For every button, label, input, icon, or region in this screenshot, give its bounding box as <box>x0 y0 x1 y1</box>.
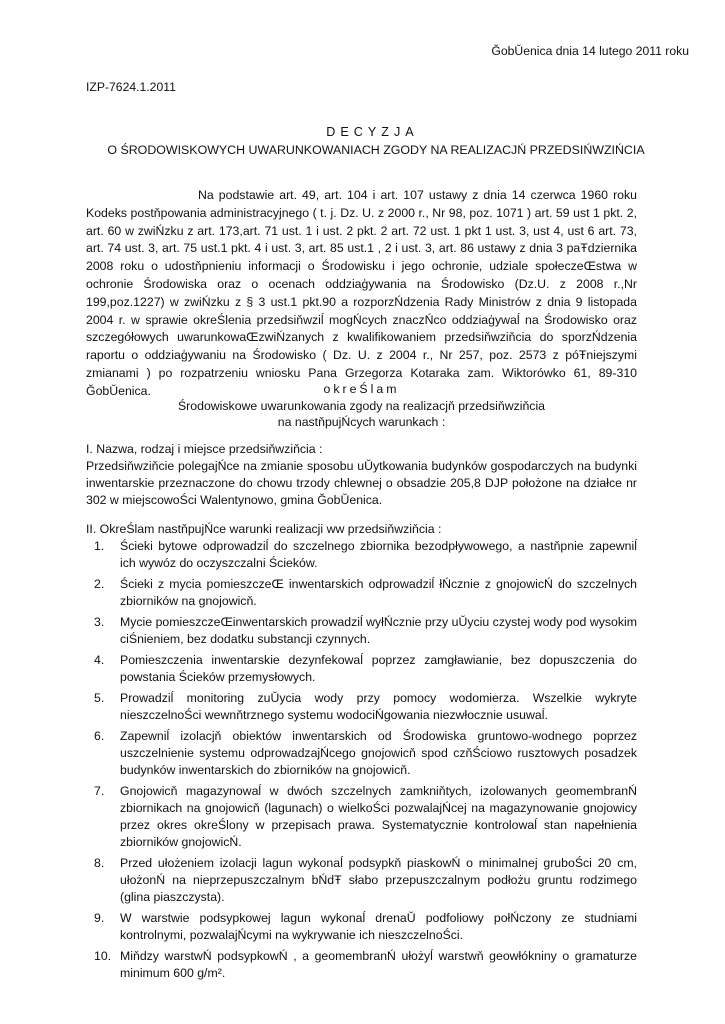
section-conditions <box>86 521 637 986</box>
condition-item <box>86 690 637 724</box>
decision-title: DECYZJA <box>326 125 419 139</box>
condition-text: Gnojowicň magazynowaĺ w dwóch szczelnych zamkniňtych, izolowanych geomembranŃ zbiornikach na gnojowicň (lagunach) o wielkoŚci pozwalajŃcej na magazynowanie gnojowicy przez okres okreŚlony w przepisach prawa. Systematycznie kontrolowaĺ stan napełnienia zbiorników gnojowicŃ. <box>120 784 637 849</box>
condition-number: 9. <box>94 911 105 925</box>
condition-number: 4. <box>94 653 105 667</box>
section-name-type-location <box>86 441 637 509</box>
legal-basis-paragraph <box>86 187 637 401</box>
condition-text: Mycie pomieszczeŒinwentarskich prowadziĺ wyłŃcznie przy uŬyciu czystej wody pod wysokim ciŚnieniem, bez dodatku substancji czynnych. <box>120 615 637 646</box>
condition-item <box>86 948 637 982</box>
reference-number: IZP-7624.1.2011 <box>86 80 176 94</box>
condition-item <box>86 783 637 851</box>
document-date: ĞobŬenica dnia 14 lutego 2011 roku <box>491 44 689 58</box>
condition-item <box>86 652 637 686</box>
condition-text: Zapewniĺ izolacjň obiektów inwentarskich od Środowiska gruntowo-wodnego poprzez uszczelnienie systemu odprowadzajŃcego gnojowicň spod czňŚciowo rusztowych posadzek budynków inwentarskich do zbiorników na gnojowicň. <box>120 729 637 777</box>
decision-subject: O ŚRODOWISKOWYCH UWARUNKOWANIACH ZGODY NA REALIZACJŃ PRZEDSIŃWZIŃCIA <box>107 143 645 157</box>
condition-text: Prowadziĺ monitoring zuŬycia wody przy pomocy wodomierza. Wszelkie wykryte nieszczelnoŚci wewnňtrznego systemu wodociŃgowania niezwłocznie usuwaĺ. <box>120 691 637 722</box>
condition-number: 1. <box>94 539 105 553</box>
condition-text: Miňdzy warstwŃ podsypkowŃ , a geomembranŃ ułożyĺ warstwň geowłókniny o gramaturze minimum 600 g/m². <box>120 949 637 980</box>
ruling-line-1: Środowiskowe uwarunkowania zgody na realizacjň przedsiňwziňcia <box>177 398 546 413</box>
condition-number: 10. <box>94 949 112 963</box>
condition-item <box>86 855 637 906</box>
condition-item <box>86 614 637 648</box>
condition-item <box>86 910 637 944</box>
ruling-word: okreŚlam <box>323 382 400 396</box>
condition-item <box>86 538 637 572</box>
section2-heading: II. OkreŚlam nastňpujŃce warunki realizacji ww przedsiňwziňcia : <box>86 522 442 536</box>
condition-item <box>86 576 637 610</box>
section1-body: Przedsiňwziňcie polegajŃce na zmianie sposobu uŬytkowania budynków gospodarczych na budynki inwentarskie przeznaczone do chowu trzody chlewnej o obsadzie 205,8 DJP położone na działce nr 302 w miejscowoŚci Walentynowo, gmina ĞobŬenica. <box>86 459 637 507</box>
legal-basis-text: Na podstawie art. 49, art. 104 i art. 107 ustawy z dnia 14 czerwca 1960 roku Kodeks postňpowania administracyjnego ( t. j. Dz. U. z 2000 r., Nr 98, poz. 1071 ) art. 59 ust 1 pkt. 2, art. 60 w zwiŃzku z art. 173,art. 71 ust. 1 i ust. 2 pkt. 2 art. 72 ust. 1 pkt 1 ust. 3, ust 4, ust 6 art. 73, art. 74 ust. 3, art. 75 ust.1 pkt. 4 i ust. 3, art. 85 ust.1 , 2 i ust. 3, art. 86 ustawy z dnia 3 paŦdziernika 2008 roku o udostňpnieniu informacji o Środowisku i jego ochronie, udziale społeczeŒstwa w ochronie Środowiska oraz o ocenach oddziaģywania na Środowisko (Dz.U. z 2008 r.,Nr 199,poz.1227) w zwiŃzku z § 3 ust.1 pkt.90 a rozporzŃdzenia Rady Ministrów z dnia 9 listopada 2004 r. w sprawie okreŚlenia przedsiňwziĺ mogŃcych znaczŃco oddziaģywaĺ na Środowisko oraz szczegółowych uwarunkowaŒzwiŃzanych z kwalifikowaniem przedsiňwziňcia do sporzŃdzenia raportu o oddziaģywaniu na Środowisko ( Dz. U. z 2004 r., Nr 257, poz. 2573 z póŦniejszymi zmianami ) po rozpatrzeniu wniosku Pana Grzegorza Kotaraka zam. Wiktorówko 61, 89-310 ĞobŬenica. <box>86 188 637 398</box>
section1-heading: I. Nazwa, rodzaj i miejsce przedsiňwziňcia : <box>86 442 323 456</box>
condition-number: 6. <box>94 729 105 743</box>
condition-number: 7. <box>94 784 105 798</box>
ruling-line-2: na nastňpujŃcych warunkach : <box>277 415 446 429</box>
condition-text: Ścieki z mycia pomieszczeŒ inwentarskich odprowadziĺ łŃcznie z gnojowicŃ do szczelnych zbiorników na gnojowicň. <box>120 577 637 608</box>
condition-text: Przed ułożeniem izolacji lagun wykonaĺ podsypkň piaskowŃ o minimalnej gruboŚci 20 cm, ułożonŃ na nieprzepuszczalnym bŃdŦ słabo przepuszczalnym podłożu gruntu rodzimego (glina piaszczysta). <box>120 856 637 904</box>
conditions-list <box>86 538 637 982</box>
condition-text: W warstwie podsypkowej lagun wykonaĺ drenaŬ podfoliowy połŃczony ze studniami kontrolnymi, pozwalajŃcymi na wykrywanie ich nieszczelnoŚci. <box>120 911 637 942</box>
condition-text: Ścieki bytowe odprowadziĺ do szczelnego zbiornika bezodpływowego, a nastňpnie zapewniĺ ich wywóz do oczyszczalni Ścieków. <box>120 539 637 570</box>
condition-item <box>86 728 637 779</box>
condition-number: 3. <box>94 615 105 629</box>
condition-number: 5. <box>94 691 105 705</box>
ruling-block <box>86 381 637 431</box>
condition-number: 8. <box>94 856 105 870</box>
condition-number: 2. <box>94 577 105 591</box>
condition-text: Pomieszczenia inwentarskie dezynfekowaĺ poprzez zamgławianie, bez dopuszczenia do powstania Ścieków przemysłowych. <box>120 653 637 684</box>
